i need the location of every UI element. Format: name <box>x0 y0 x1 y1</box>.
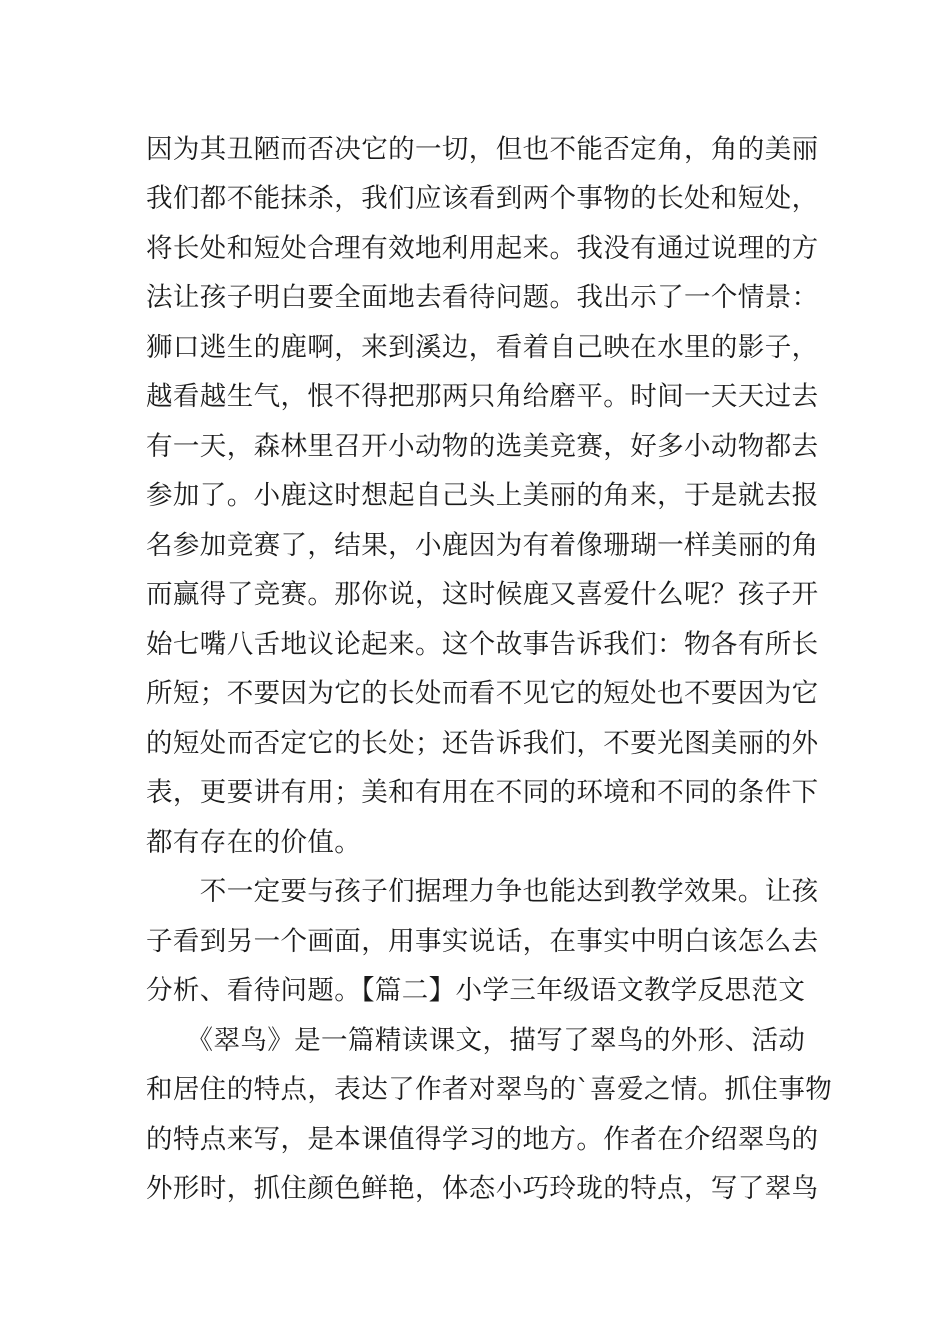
text-line: 始七嘴八舌地议论起来。这个故事告诉我们：物各有所长 <box>146 629 819 660</box>
text-line: 我们都不能抹杀，我们应该看到两个事物的长处和短处， <box>146 183 819 214</box>
text-line: 外形时，抓住颜色鲜艳，体态小巧玲珑的特点，写了翠鸟 <box>146 1173 819 1204</box>
text-line: 法让孩子明白要全面地去看待问题。我出示了一个情景： <box>146 282 819 313</box>
text-line: 的短处而否定它的长处；还告诉我们，不要光图美丽的外 <box>146 728 819 759</box>
text-line: 子看到另一个画面，用事实说话，在事实中明白该怎么去 <box>146 926 819 957</box>
text-line: 都有存在的价值。 <box>146 827 362 858</box>
text-line: 和居住的特点，表达了作者对翠鸟的`喜爱之情。抓住事物 <box>146 1074 833 1105</box>
text-line: 有一天，森林里召开小动物的选美竞赛，好多小动物都去 <box>146 431 819 462</box>
text-line: 而赢得了竞赛。那你说，这时候鹿又喜爱什么呢？孩子开 <box>146 579 819 610</box>
text-line: 名参加竞赛了，结果，小鹿因为有着像珊瑚一样美丽的角 <box>146 530 819 561</box>
text-line: 将长处和短处合理有效地利用起来。我没有通过说理的方 <box>146 233 819 264</box>
text-line: 所短；不要因为它的长处而看不见它的短处也不要因为它 <box>146 678 819 709</box>
text-line: 《翠鸟》是一篇精读课文，描写了翠鸟的外形、活动 <box>146 1025 806 1056</box>
text-line: 狮口逃生的鹿啊，来到溪边，看着自己映在水里的影子， <box>146 332 819 363</box>
text-line: 的特点来写，是本课值得学习的地方。作者在介绍翠鸟的 <box>146 1124 819 1155</box>
text-line: 因为其丑陋而否决它的一切，但也不能否定角，角的美丽 <box>146 134 819 165</box>
text-line: 参加了。小鹿这时想起自己头上美丽的角来，于是就去报 <box>146 480 819 511</box>
text-line: 表，更要讲有用；美和有用在不同的环境和不同的条件下 <box>146 777 819 808</box>
text-line: 分析、看待问题。【篇二】小学三年级语文教学反思范文 <box>146 975 806 1006</box>
text-line: 越看越生气，恨不得把那两只角给磨平。时间一天天过去 <box>146 381 819 412</box>
text-line: 不一定要与孩子们据理力争也能达到教学效果。让孩 <box>146 876 819 907</box>
